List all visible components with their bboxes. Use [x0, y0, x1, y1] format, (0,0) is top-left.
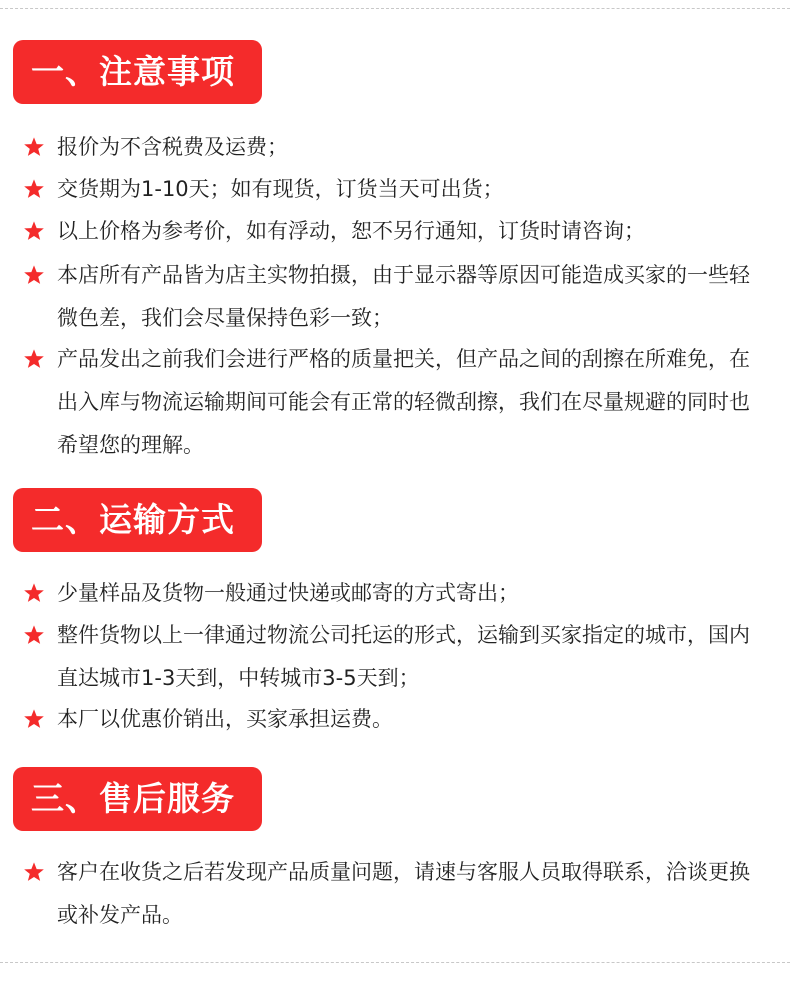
star-bullet-icon	[23, 348, 45, 370]
star-bullet-icon	[23, 136, 45, 158]
list-item-text: 交货期为1-10天；如有现货，订货当天可出货；	[57, 177, 504, 201]
top-divider	[0, 8, 790, 9]
section-heading-notes: 一、注意事项	[13, 40, 262, 104]
list-item-text: 报价为不含税费及运费；	[57, 135, 288, 159]
star-bullet-icon	[23, 178, 45, 200]
list-item-text: 本店所有产品皆为店主实物拍摄，由于显示器等原因可能造成买家的一些轻微色差，我们会尽量保持色彩一致；	[57, 263, 750, 330]
star-bullet-icon	[23, 861, 45, 883]
list-item-text: 整件货物以上一律通过物流公司托运的形式，运输到买家指定的城市，国内直达城市1-3天到，中转城市3-5天到；	[57, 623, 750, 690]
star-bullet-icon	[23, 624, 45, 646]
list-item-text: 本厂以优惠价销出，买家承担运费。	[57, 707, 393, 731]
list-item-text: 客户在收货之后若发现产品质量问题，请速与客服人员取得联系，洽谈更换或补发产品。	[57, 860, 750, 927]
section-heading-shipping: 二、运输方式	[13, 488, 262, 552]
list-item-text: 少量样品及货物一般通过快递或邮寄的方式寄出；	[57, 581, 519, 605]
star-bullet-icon	[23, 220, 45, 242]
star-bullet-icon	[23, 582, 45, 604]
star-bullet-icon	[23, 708, 45, 730]
star-bullet-icon	[23, 264, 45, 286]
list-item-text: 以上价格为参考价，如有浮动，恕不另行通知，订货时请咨询；	[57, 219, 645, 243]
list-item-text: 产品发出之前我们会进行严格的质量把关，但产品之间的刮擦在所难免，在出入库与物流运输期间可能会有正常的轻微刮擦，我们在尽量规避的同时也希望您的理解。	[57, 347, 750, 457]
section-heading-after-sales: 三、售后服务	[13, 767, 262, 831]
bottom-divider	[0, 962, 790, 963]
